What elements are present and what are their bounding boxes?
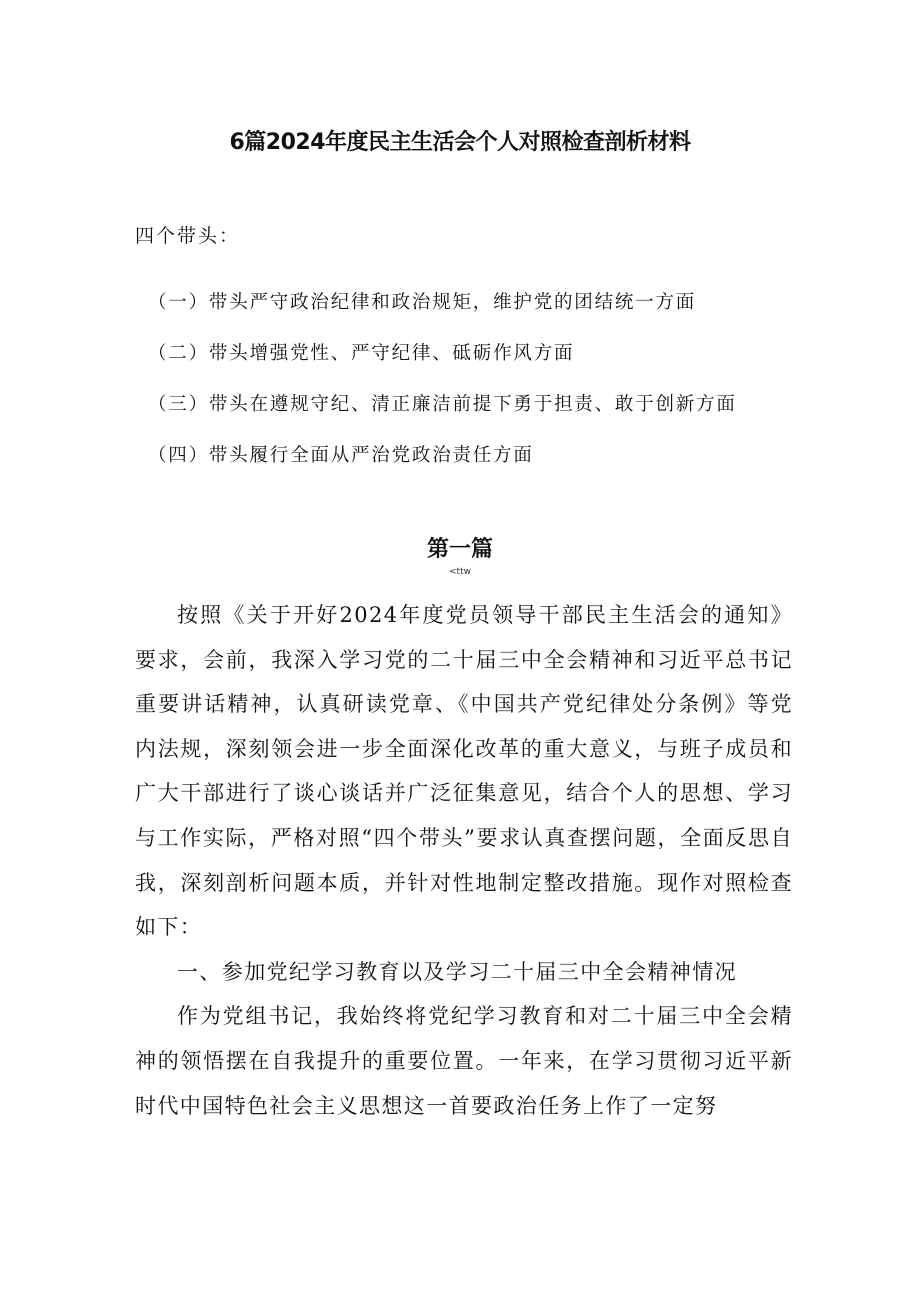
- paragraph-section-1: 作为党组书记，我始终将党纪学习教育和对二十届三中全会精神的领悟摆在自我提升的重要位置。一年来，在学习贯彻习近平新时代中国特色社会主义思想这一首要政治任务上作了一定努: [135, 1004, 793, 1118]
- chapter-title: 第一篇: [426, 537, 493, 562]
- outline-item-3: （三）带头在遵规守纪、清正廉洁前提下勇于担责、敢于创新方面: [148, 394, 737, 415]
- section-heading-1: 一、参加党纪学习教育以及学习二十届三中全会精神情况: [177, 959, 737, 984]
- section-label: 四个带头：: [135, 225, 241, 247]
- paragraph-intro: 按照《关于开好2024年度党员领导干部民主生活会的通知》要求，会前，我深入学习党的二十届三中全会精神和习近平总书记重要讲话精神，认真研读党章、《中国共产党纪律处分条例》等党内法规，深刻领会进一步全面深化改革的重大意义，与班子成员和广大干部进行了谈心谈话并广泛征集意见，结合个人的思想、学习与工作实际，严格对照“四个带头”要求认真查摆问题，全面反思自我，深刻剖析问题本质，并针对性地制定整改措施。现作对照检查如下：: [135, 603, 793, 940]
- outline-list: [148, 277, 737, 481]
- chapter-subtitle: <ttw: [449, 567, 471, 577]
- outline-item-4: （四）带头履行全面从严治党政治责任方面: [148, 445, 534, 466]
- outline-item-2: （二）带头增强党性、严守纪律、砥砺作风方面: [148, 343, 575, 364]
- outline-item-1: （一）带头严守政治纪律和政治规矩，维护党的团结统一方面: [148, 292, 697, 313]
- document-title: 6篇2024年度民主生活会个人对照检查剖析材料: [229, 130, 691, 155]
- body-text: [135, 593, 793, 1128]
